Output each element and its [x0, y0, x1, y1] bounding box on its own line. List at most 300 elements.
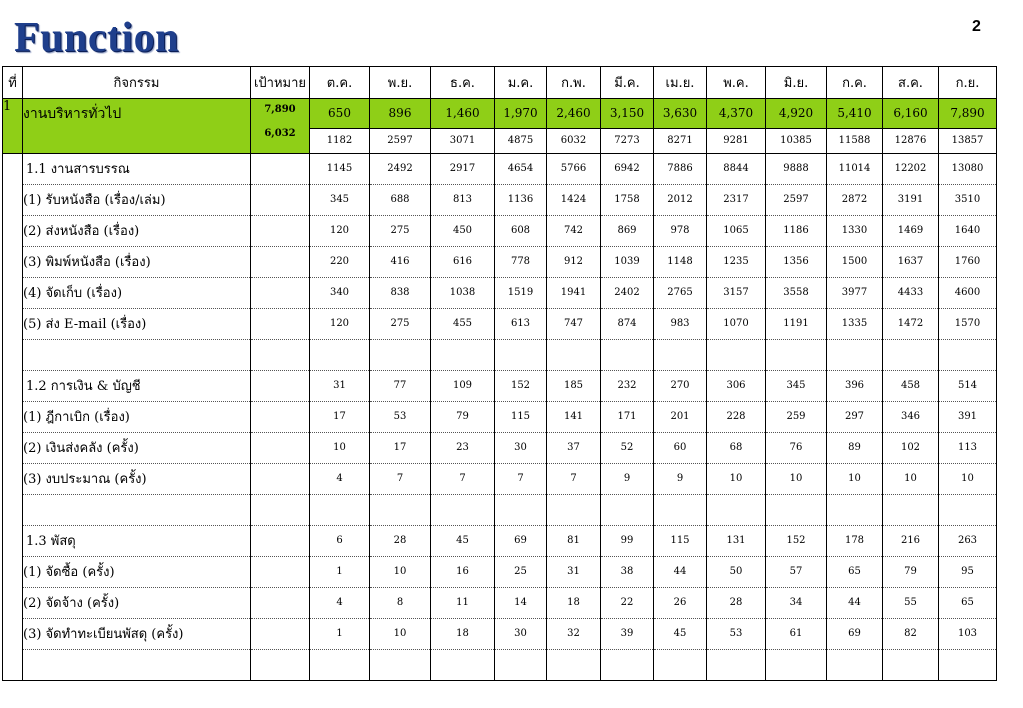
table-row	[3, 432, 997, 463]
cell: 3558	[766, 277, 827, 308]
cell	[601, 649, 654, 680]
cell	[547, 494, 601, 525]
cell: 69	[827, 618, 883, 649]
header-month: เม.ย.	[654, 67, 707, 99]
header-month: ธ.ค.	[431, 67, 495, 99]
cell	[310, 649, 370, 680]
cell: 53	[707, 618, 766, 649]
row-target	[251, 618, 310, 649]
cell: 115	[495, 401, 547, 432]
cell: 12202	[883, 153, 939, 184]
cell: 76	[766, 432, 827, 463]
cell: 1065	[707, 215, 766, 246]
cell: 275	[370, 308, 431, 339]
row-label: (1) รับหนังสือ (เรื่อง/เล่ม)	[23, 184, 251, 215]
cell: 44	[827, 587, 883, 618]
cell: 912	[547, 246, 601, 277]
cell: 16	[431, 556, 495, 587]
cell: 2597	[370, 128, 431, 153]
cell: 4600	[939, 277, 997, 308]
cell: 28	[707, 587, 766, 618]
row-label: (1) จัดซื้อ (ครั้ง)	[23, 556, 251, 587]
cell: 1235	[707, 246, 766, 277]
row-target	[251, 556, 310, 587]
cell: 1330	[827, 215, 883, 246]
cell: 3,150	[601, 99, 654, 129]
cell	[547, 649, 601, 680]
cell: 65	[827, 556, 883, 587]
cell: 4,370	[707, 99, 766, 129]
cell: 650	[310, 99, 370, 129]
cell: 68	[707, 432, 766, 463]
spacer-row	[3, 649, 997, 680]
cell	[370, 494, 431, 525]
cell: 53	[370, 401, 431, 432]
cell: 28	[370, 525, 431, 556]
cell: 874	[601, 308, 654, 339]
cell: 2597	[766, 184, 827, 215]
row-target	[251, 246, 310, 277]
cell: 10	[370, 556, 431, 587]
cell: 813	[431, 184, 495, 215]
cell: 1,970	[495, 99, 547, 129]
row-label: (2) ส่งหนังสือ (เรื่อง)	[23, 215, 251, 246]
cell: 18	[431, 618, 495, 649]
cell: 3071	[431, 128, 495, 153]
cell: 220	[310, 246, 370, 277]
table-row	[3, 153, 997, 184]
cell: 45	[654, 618, 707, 649]
row-label: 1.2 การเงิน & บัญชี	[23, 370, 251, 401]
row-target	[251, 401, 310, 432]
row-target	[251, 339, 310, 370]
cell: 113	[939, 432, 997, 463]
row-target	[251, 184, 310, 215]
cell	[370, 649, 431, 680]
cell	[707, 649, 766, 680]
cell: 4654	[495, 153, 547, 184]
cell: 3977	[827, 277, 883, 308]
row-target	[251, 649, 310, 680]
row-label: (3) จัดทำทะเบียนพัสดุ (ครั้ง)	[23, 618, 251, 649]
cell: 82	[883, 618, 939, 649]
cell: 89	[827, 432, 883, 463]
cell	[495, 339, 547, 370]
spacer-row	[3, 339, 997, 370]
cell	[654, 494, 707, 525]
row-label: (3) พิมพ์หนังสือ (เรื่อง)	[23, 246, 251, 277]
cell: 458	[883, 370, 939, 401]
cell: 1136	[495, 184, 547, 215]
cell: 1469	[883, 215, 939, 246]
cell	[601, 494, 654, 525]
row-target	[251, 153, 310, 184]
table-row	[3, 277, 997, 308]
header-activity: กิจกรรม	[23, 67, 251, 99]
table-row	[3, 587, 997, 618]
activity-table	[2, 66, 997, 681]
cell: 978	[654, 215, 707, 246]
cell: 1191	[766, 308, 827, 339]
header-month: มี.ค.	[601, 67, 654, 99]
cell: 38	[601, 556, 654, 587]
cell: 95	[939, 556, 997, 587]
cell: 7273	[601, 128, 654, 153]
cell: 50	[707, 556, 766, 587]
row-label	[23, 649, 251, 680]
cell	[827, 494, 883, 525]
page-number: 2	[972, 18, 981, 35]
cell: 45	[431, 525, 495, 556]
cell: 152	[766, 525, 827, 556]
cell: 3,630	[654, 99, 707, 129]
cell: 11014	[827, 153, 883, 184]
header-month: ม.ค.	[495, 67, 547, 99]
header-target: เป้าหมาย	[251, 67, 310, 99]
cell: 152	[495, 370, 547, 401]
cell: 13857	[939, 128, 997, 153]
cell	[883, 494, 939, 525]
cell: 416	[370, 246, 431, 277]
row-label: 1.3 พัสดุ	[23, 525, 251, 556]
cell: 232	[601, 370, 654, 401]
cell: 1500	[827, 246, 883, 277]
cell: 8	[370, 587, 431, 618]
cell	[766, 649, 827, 680]
cell	[310, 339, 370, 370]
cell	[654, 649, 707, 680]
cell: 306	[707, 370, 766, 401]
cell: 34	[766, 587, 827, 618]
row-target	[251, 370, 310, 401]
cell: 1640	[939, 215, 997, 246]
row-target	[251, 215, 310, 246]
cell: 1758	[601, 184, 654, 215]
cell: 7,890	[939, 99, 997, 129]
cell: 31	[310, 370, 370, 401]
cell: 297	[827, 401, 883, 432]
cell: 391	[939, 401, 997, 432]
cell: 7	[370, 463, 431, 494]
cell	[766, 494, 827, 525]
cell: 10	[310, 432, 370, 463]
row-target	[251, 432, 310, 463]
cell: 11588	[827, 128, 883, 153]
row-label: 1.1 งานสารบรรณ	[23, 153, 251, 184]
cell: 2492	[370, 153, 431, 184]
cell	[827, 649, 883, 680]
cell: 18	[547, 587, 601, 618]
cell: 514	[939, 370, 997, 401]
table-row	[3, 618, 997, 649]
cell: 345	[310, 184, 370, 215]
cell: 115	[654, 525, 707, 556]
cell: 1637	[883, 246, 939, 277]
cell	[707, 339, 766, 370]
row-label	[23, 494, 251, 525]
cell: 10	[370, 618, 431, 649]
cell: 4	[310, 587, 370, 618]
cell: 109	[431, 370, 495, 401]
cell: 1,460	[431, 99, 495, 129]
cell: 613	[495, 308, 547, 339]
cell: 185	[547, 370, 601, 401]
cell: 2917	[431, 153, 495, 184]
cell: 8271	[654, 128, 707, 153]
cell	[431, 339, 495, 370]
cell: 1145	[310, 153, 370, 184]
cell: 3191	[883, 184, 939, 215]
cell	[654, 339, 707, 370]
cell: 30	[495, 618, 547, 649]
cell: 13080	[939, 153, 997, 184]
header-month: มิ.ย.	[766, 67, 827, 99]
cell: 103	[939, 618, 997, 649]
cell: 131	[707, 525, 766, 556]
cell: 120	[310, 215, 370, 246]
cell: 983	[654, 308, 707, 339]
header-month: ก.พ.	[547, 67, 601, 99]
cell: 1570	[939, 308, 997, 339]
cell	[431, 494, 495, 525]
table-row	[3, 215, 997, 246]
cell: 455	[431, 308, 495, 339]
cell: 608	[495, 215, 547, 246]
main-item-target: 7,890	[251, 99, 310, 129]
cell: 1941	[547, 277, 601, 308]
cell: 39	[601, 618, 654, 649]
header-month: ก.ค.	[827, 67, 883, 99]
cell	[310, 494, 370, 525]
cell: 37	[547, 432, 601, 463]
row-label: (5) ส่ง E-mail (เรื่อง)	[23, 308, 251, 339]
cell: 1335	[827, 308, 883, 339]
cell: 7886	[654, 153, 707, 184]
cell: 8844	[707, 153, 766, 184]
cell: 31	[547, 556, 601, 587]
cell: 228	[707, 401, 766, 432]
cell: 1519	[495, 277, 547, 308]
index-column-spacer	[3, 153, 23, 680]
table-row	[3, 556, 997, 587]
cell	[883, 649, 939, 680]
cell	[495, 649, 547, 680]
table-row	[3, 308, 997, 339]
cell: 5,410	[827, 99, 883, 129]
table-row	[3, 246, 997, 277]
cell: 44	[654, 556, 707, 587]
row-target	[251, 308, 310, 339]
cell	[601, 339, 654, 370]
cell: 25	[495, 556, 547, 587]
cell: 201	[654, 401, 707, 432]
cell: 9888	[766, 153, 827, 184]
cell: 1038	[431, 277, 495, 308]
cell: 69	[495, 525, 547, 556]
cell: 742	[547, 215, 601, 246]
cell: 4	[310, 463, 370, 494]
main-item-row	[3, 99, 997, 129]
cell: 5766	[547, 153, 601, 184]
cell: 26	[654, 587, 707, 618]
cell: 10	[766, 463, 827, 494]
row-label: (3) งบประมาณ (ครั้ง)	[23, 463, 251, 494]
cell: 4875	[495, 128, 547, 153]
row-target	[251, 463, 310, 494]
header-row	[3, 67, 997, 99]
table-row	[3, 463, 997, 494]
cell: 3157	[707, 277, 766, 308]
cell	[431, 649, 495, 680]
cell: 1424	[547, 184, 601, 215]
cell: 4433	[883, 277, 939, 308]
cell: 1070	[707, 308, 766, 339]
cell: 7	[495, 463, 547, 494]
cell: 6,160	[883, 99, 939, 129]
cell	[939, 494, 997, 525]
cell: 99	[601, 525, 654, 556]
header-month: ส.ค.	[883, 67, 939, 99]
cell: 340	[310, 277, 370, 308]
cell	[370, 339, 431, 370]
main-item-label: งานบริหารทั่วไป	[23, 99, 251, 154]
header-month: ต.ค.	[310, 67, 370, 99]
cell: 10385	[766, 128, 827, 153]
cell	[766, 339, 827, 370]
cell: 10	[939, 463, 997, 494]
cell: 57	[766, 556, 827, 587]
cell: 178	[827, 525, 883, 556]
main-item-target-2: 6,032	[251, 128, 310, 153]
cell: 10	[827, 463, 883, 494]
cell: 2317	[707, 184, 766, 215]
cell: 2402	[601, 277, 654, 308]
cell: 9281	[707, 128, 766, 153]
table-row	[3, 184, 997, 215]
cell: 1148	[654, 246, 707, 277]
header-no: ที่	[3, 67, 23, 99]
cell: 345	[766, 370, 827, 401]
cell: 396	[827, 370, 883, 401]
cell: 10	[707, 463, 766, 494]
cell: 52	[601, 432, 654, 463]
cell: 747	[547, 308, 601, 339]
cell: 17	[370, 432, 431, 463]
header-month: พ.ค.	[707, 67, 766, 99]
cell: 2765	[654, 277, 707, 308]
cell: 450	[431, 215, 495, 246]
cell: 616	[431, 246, 495, 277]
cell: 65	[939, 587, 997, 618]
cell: 6032	[547, 128, 601, 153]
cell: 259	[766, 401, 827, 432]
cell: 77	[370, 370, 431, 401]
table-row	[3, 525, 997, 556]
cell: 12876	[883, 128, 939, 153]
cell: 9	[654, 463, 707, 494]
cell: 10	[883, 463, 939, 494]
cell: 1182	[310, 128, 370, 153]
cell: 688	[370, 184, 431, 215]
cell: 869	[601, 215, 654, 246]
row-label: (2) จัดจ้าง (ครั้ง)	[23, 587, 251, 618]
cell: 61	[766, 618, 827, 649]
cell: 3510	[939, 184, 997, 215]
row-label: (1) ฎีกาเบิก (เรื่อง)	[23, 401, 251, 432]
cell: 6942	[601, 153, 654, 184]
cell: 4,920	[766, 99, 827, 129]
cell: 2872	[827, 184, 883, 215]
cell: 270	[654, 370, 707, 401]
cell: 30	[495, 432, 547, 463]
cell: 275	[370, 215, 431, 246]
cell: 102	[883, 432, 939, 463]
cell: 23	[431, 432, 495, 463]
header-month: ก.ย.	[939, 67, 997, 99]
cell	[547, 339, 601, 370]
cell: 14	[495, 587, 547, 618]
cell: 60	[654, 432, 707, 463]
header-month: พ.ย.	[370, 67, 431, 99]
cell: 896	[370, 99, 431, 129]
cell: 11	[431, 587, 495, 618]
cell: 1	[310, 556, 370, 587]
cell	[883, 339, 939, 370]
cell: 2012	[654, 184, 707, 215]
cell: 1039	[601, 246, 654, 277]
cell	[939, 649, 997, 680]
row-label: (4) จัดเก็บ (เรื่อง)	[23, 277, 251, 308]
row-target	[251, 525, 310, 556]
cell: 1	[310, 618, 370, 649]
row-label: (2) เงินส่งคลัง (ครั้ง)	[23, 432, 251, 463]
cell: 7	[431, 463, 495, 494]
cell: 9	[601, 463, 654, 494]
spacer-row	[3, 494, 997, 525]
cell: 22	[601, 587, 654, 618]
cell	[707, 494, 766, 525]
cell: 17	[310, 401, 370, 432]
cell: 79	[883, 556, 939, 587]
cell: 32	[547, 618, 601, 649]
cell: 778	[495, 246, 547, 277]
row-target	[251, 587, 310, 618]
cell: 6	[310, 525, 370, 556]
cell: 1356	[766, 246, 827, 277]
cell: 1760	[939, 246, 997, 277]
cell: 1472	[883, 308, 939, 339]
cell: 1186	[766, 215, 827, 246]
main-item-number: 1	[3, 99, 23, 154]
cell: 120	[310, 308, 370, 339]
cell: 79	[431, 401, 495, 432]
table-row	[3, 401, 997, 432]
row-target	[251, 494, 310, 525]
row-target	[251, 277, 310, 308]
cell: 346	[883, 401, 939, 432]
cell: 838	[370, 277, 431, 308]
cell: 2,460	[547, 99, 601, 129]
row-label	[23, 339, 251, 370]
cell: 141	[547, 401, 601, 432]
page-title: Function	[14, 15, 180, 61]
cell: 7	[547, 463, 601, 494]
cell	[495, 494, 547, 525]
cell: 55	[883, 587, 939, 618]
cell	[939, 339, 997, 370]
cell: 171	[601, 401, 654, 432]
cell: 81	[547, 525, 601, 556]
